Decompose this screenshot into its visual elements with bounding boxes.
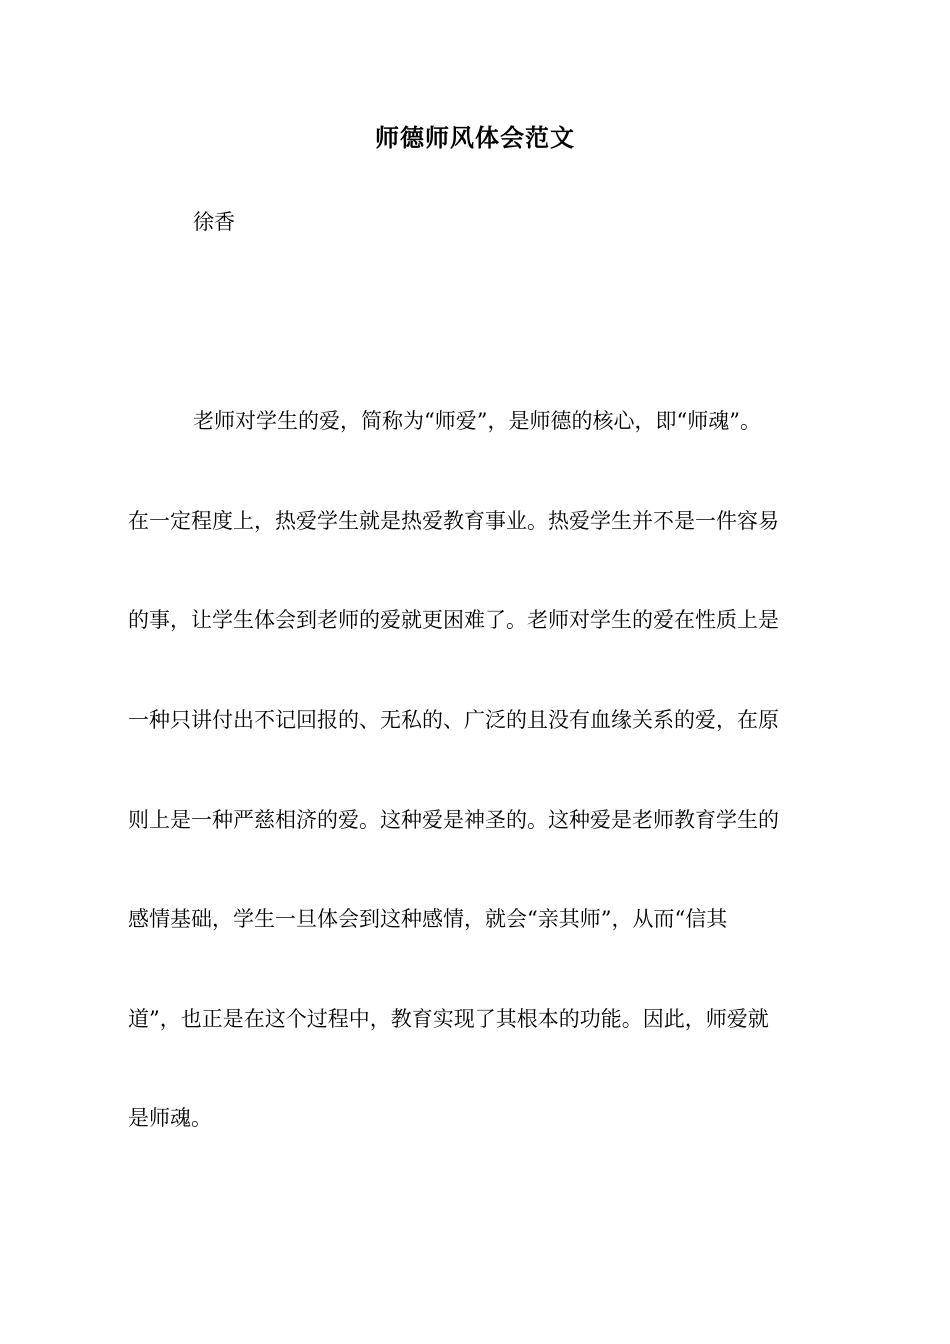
paragraph-line: 的事，让学生体会到老师的爱就更困难了。老师对学生的爱在性质上是 xyxy=(128,608,779,632)
paragraph-line: 是师魂。 xyxy=(128,1106,212,1130)
paragraph-line: 道”，也正是在这个过程中，教育实现了其根本的功能。因此，师爱就 xyxy=(128,1007,769,1031)
paragraph-line: 一种只讲付出不记回报的、无私的、广泛的且没有血缘关系的爱，在原 xyxy=(128,708,779,732)
paragraph-line: 感情基础，学生一旦体会到这种感情，就会“亲其师”，从而“信其 xyxy=(128,907,728,931)
paragraph-line: 在一定程度上，热爱学生就是热爱教育事业。热爱学生并不是一件容易 xyxy=(128,509,779,533)
paragraph-line: 老师对学生的爱，简称为“师爱”，是师德的核心，即“师魂”。 xyxy=(193,409,761,433)
paragraph-line: 则上是一种严慈相济的爱。这种爱是神圣的。这种爱是老师教育学生的 xyxy=(128,808,779,832)
document-title: 师德师风体会范文 xyxy=(375,124,575,152)
author-name: 徐香 xyxy=(193,210,235,234)
